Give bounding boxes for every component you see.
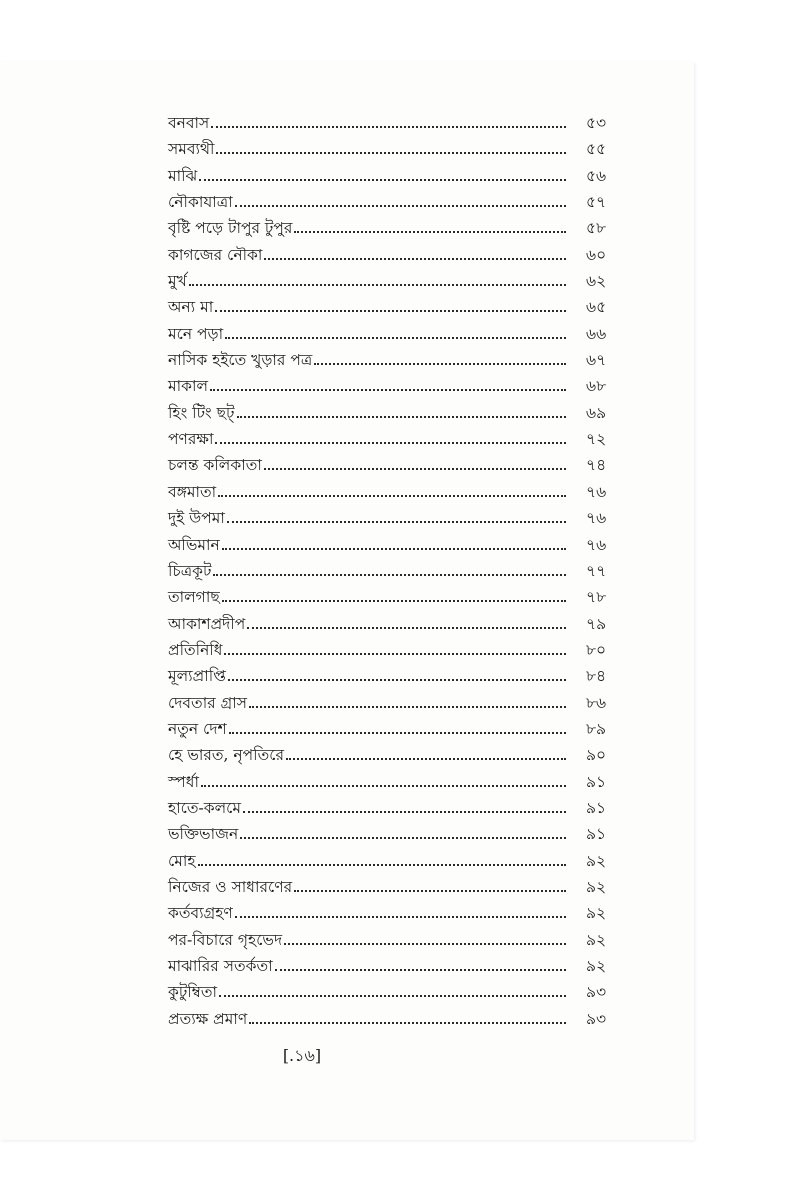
toc-entry-title: আকাশপ্রদীপ	[168, 614, 246, 633]
toc-entry-title: কাগজের নৌকা	[168, 245, 263, 264]
toc-entry	[168, 690, 628, 716]
toc-entry-page: ৬৫	[586, 298, 607, 317]
toc-entry-title: বৃষ্টি পড়ে টাপুর টুপুর	[168, 219, 293, 238]
toc-entry	[168, 400, 628, 426]
toc-entry-page: ৭৬	[586, 482, 607, 501]
dot-leader	[201, 785, 566, 787]
toc-entry-page: ৭৭	[586, 561, 607, 580]
toc-entry	[168, 242, 628, 268]
toc-entry	[168, 848, 628, 874]
dot-leader	[294, 231, 566, 233]
dot-leader	[314, 363, 566, 365]
toc-entry-title: অভিমান	[168, 535, 220, 554]
toc-entry-title: অন্য মা	[168, 298, 214, 317]
toc-entry-title: চলন্ত কলিকাতা	[168, 456, 262, 475]
toc-entry-title: প্রত্যক্ষ প্রমাণ	[168, 1009, 248, 1028]
toc-entry-page: ৫৩	[586, 114, 607, 132]
toc-entry-title: স্পর্ধা	[168, 772, 199, 791]
toc-entry-title: হিং টিং ছট্	[168, 403, 235, 422]
toc-entry-title: নতুন দেশ	[168, 719, 227, 738]
toc-entry	[168, 136, 628, 162]
dot-leader	[222, 548, 566, 550]
toc-entry-page: ৯২	[586, 851, 607, 870]
toc-entry-page: ৯৩	[586, 1009, 607, 1028]
toc-entry-page: ৮৯	[586, 719, 607, 738]
toc-entry-page: ৭২	[586, 430, 607, 449]
toc-entry-title: মাঝারির সতর্কতা	[168, 957, 273, 975]
toc-entry	[168, 979, 628, 1005]
toc-entry-page: ৯২	[586, 877, 607, 896]
toc-entry-title: দুই উপমা	[168, 509, 225, 528]
toc-entry-page: ৯১	[586, 798, 607, 817]
toc-entry-title: মাঝি	[168, 166, 198, 185]
toc-entry	[168, 110, 628, 136]
dot-leader	[286, 758, 566, 760]
dot-leader	[247, 627, 566, 629]
dot-leader	[294, 890, 566, 892]
toc-entry-page: ৯০	[586, 746, 607, 765]
dot-leader	[249, 706, 566, 708]
toc-entry	[168, 558, 628, 584]
toc-entry	[168, 189, 628, 215]
toc-entry	[168, 1006, 628, 1032]
dot-leader	[215, 310, 566, 312]
toc-entry-page: ৮০	[586, 640, 607, 659]
toc-entry-page: ৯২	[586, 904, 607, 923]
dot-leader	[235, 205, 566, 207]
dot-leader	[227, 521, 566, 523]
toc-entry-title: পর-বিচারে গৃহভেদ	[168, 930, 283, 949]
toc-entry-page: ৬৯	[586, 403, 607, 422]
toc-entry-page: ৬০	[586, 245, 607, 264]
toc-entry	[168, 426, 628, 452]
toc-entry	[168, 742, 628, 768]
toc-entry-title: মনে পড়া	[168, 324, 224, 343]
toc-entry-page: ৯২	[586, 930, 607, 949]
toc-entry-title: নাসিক হইতে খুড়ার পত্র	[168, 351, 313, 370]
dot-leader	[218, 495, 566, 497]
toc-entry-page: ৯২	[586, 957, 607, 975]
toc-entry-title: কুটুম্বিতা	[168, 983, 217, 1002]
toc-entry	[168, 900, 628, 926]
toc-entry-page: ৫৫	[586, 140, 607, 159]
toc-entry-page: ৭৬	[586, 509, 607, 528]
toc-entry	[168, 215, 628, 241]
toc-entry	[168, 373, 628, 399]
toc-entry-title: মাকাল	[168, 377, 208, 396]
dot-leader	[189, 284, 566, 286]
dot-leader	[249, 1022, 566, 1024]
dot-leader	[213, 574, 566, 576]
dot-leader	[243, 811, 566, 813]
toc-entry	[168, 637, 628, 663]
dot-leader	[228, 679, 566, 681]
toc-entry-page: ৯১	[586, 772, 607, 791]
toc-entry	[168, 163, 628, 189]
dot-leader	[222, 600, 566, 602]
toc-entry	[168, 479, 628, 505]
toc-entry-title: মূল্যপ্রাপ্তি	[168, 667, 226, 686]
toc-entry-page: ৫৬	[586, 166, 607, 185]
toc-entry-page: ৭৬	[586, 535, 607, 554]
dot-leader	[264, 468, 566, 470]
table-of-contents	[168, 110, 628, 1032]
toc-entry-page: ৭৮	[586, 588, 607, 607]
dot-leader	[198, 864, 566, 866]
toc-entry	[168, 716, 628, 742]
toc-entry	[168, 584, 628, 610]
dot-leader	[224, 653, 566, 655]
dot-leader	[235, 916, 566, 918]
dot-leader	[219, 995, 566, 997]
dot-leader	[225, 337, 566, 339]
dot-leader	[275, 969, 566, 971]
toc-entry-title: দেবতার গ্রাস	[168, 693, 247, 712]
toc-entry	[168, 532, 628, 558]
toc-entry	[168, 769, 628, 795]
toc-entry-title: সমব্যথী	[168, 140, 215, 159]
dot-leader	[264, 258, 566, 260]
dot-leader	[211, 126, 566, 128]
toc-entry-page: ৬৬	[586, 324, 607, 343]
toc-entry-page: ৫৭	[586, 193, 607, 212]
toc-entry-title: হাতে-কলমে	[168, 798, 241, 817]
toc-entry	[168, 505, 628, 531]
toc-entry	[168, 268, 628, 294]
toc-entry-title: প্রতিনিধি	[168, 640, 223, 659]
toc-entry-title: মুর্খ	[168, 272, 187, 291]
toc-entry	[168, 321, 628, 347]
toc-entry-page: ৬৭	[586, 351, 607, 370]
toc-entry-title: হে ভারত, নৃপতিরে	[168, 746, 285, 765]
toc-entry	[168, 927, 628, 953]
toc-entry-page: ৭৪	[586, 456, 607, 475]
toc-entry-page: ৭৯	[586, 614, 607, 633]
dot-leader	[229, 732, 566, 734]
toc-entry-title: তালগাছ	[168, 588, 220, 607]
dot-leader	[210, 389, 566, 391]
toc-entry-page: ৮৪	[586, 667, 607, 686]
dot-leader	[237, 416, 567, 418]
toc-entry	[168, 953, 628, 979]
toc-entry	[168, 611, 628, 637]
toc-entry-title: কর্তব্যগ্রহণ	[168, 904, 233, 923]
toc-entry-title: পণরক্ষা	[168, 430, 214, 449]
toc-entry-title: চিত্রকূট	[168, 561, 212, 580]
toc-entry	[168, 452, 628, 478]
toc-entry	[168, 795, 628, 821]
toc-entry-page: ৯৩	[586, 983, 607, 1002]
dot-leader	[215, 442, 566, 444]
page-number: [.১৬]	[282, 1046, 322, 1065]
dot-leader	[240, 837, 566, 839]
toc-entry-page: ৬২	[586, 272, 607, 291]
toc-entry-page: ৯১	[586, 825, 607, 844]
toc-entry-title: ভক্তিভাজন	[168, 825, 239, 844]
toc-entry	[168, 874, 628, 900]
dot-leader	[284, 943, 566, 945]
toc-entry	[168, 821, 628, 847]
toc-entry-page: ৬৮	[586, 377, 607, 396]
toc-entry-title: বঙ্গমাতা	[168, 482, 217, 501]
toc-entry	[168, 347, 628, 373]
toc-entry	[168, 663, 628, 689]
toc-entry-page: ৮৬	[586, 693, 607, 712]
toc-entry-title: মোহ	[168, 851, 196, 870]
toc-entry-title: নিজের ও সাধারণের	[168, 877, 293, 896]
dot-leader	[216, 152, 566, 154]
toc-entry-title: নৌকাযাত্রা	[168, 193, 233, 212]
toc-entry	[168, 294, 628, 320]
toc-entry-page: ৫৮	[586, 219, 607, 238]
dot-leader	[199, 179, 566, 181]
toc-entry-title: বনবাস	[168, 114, 210, 132]
